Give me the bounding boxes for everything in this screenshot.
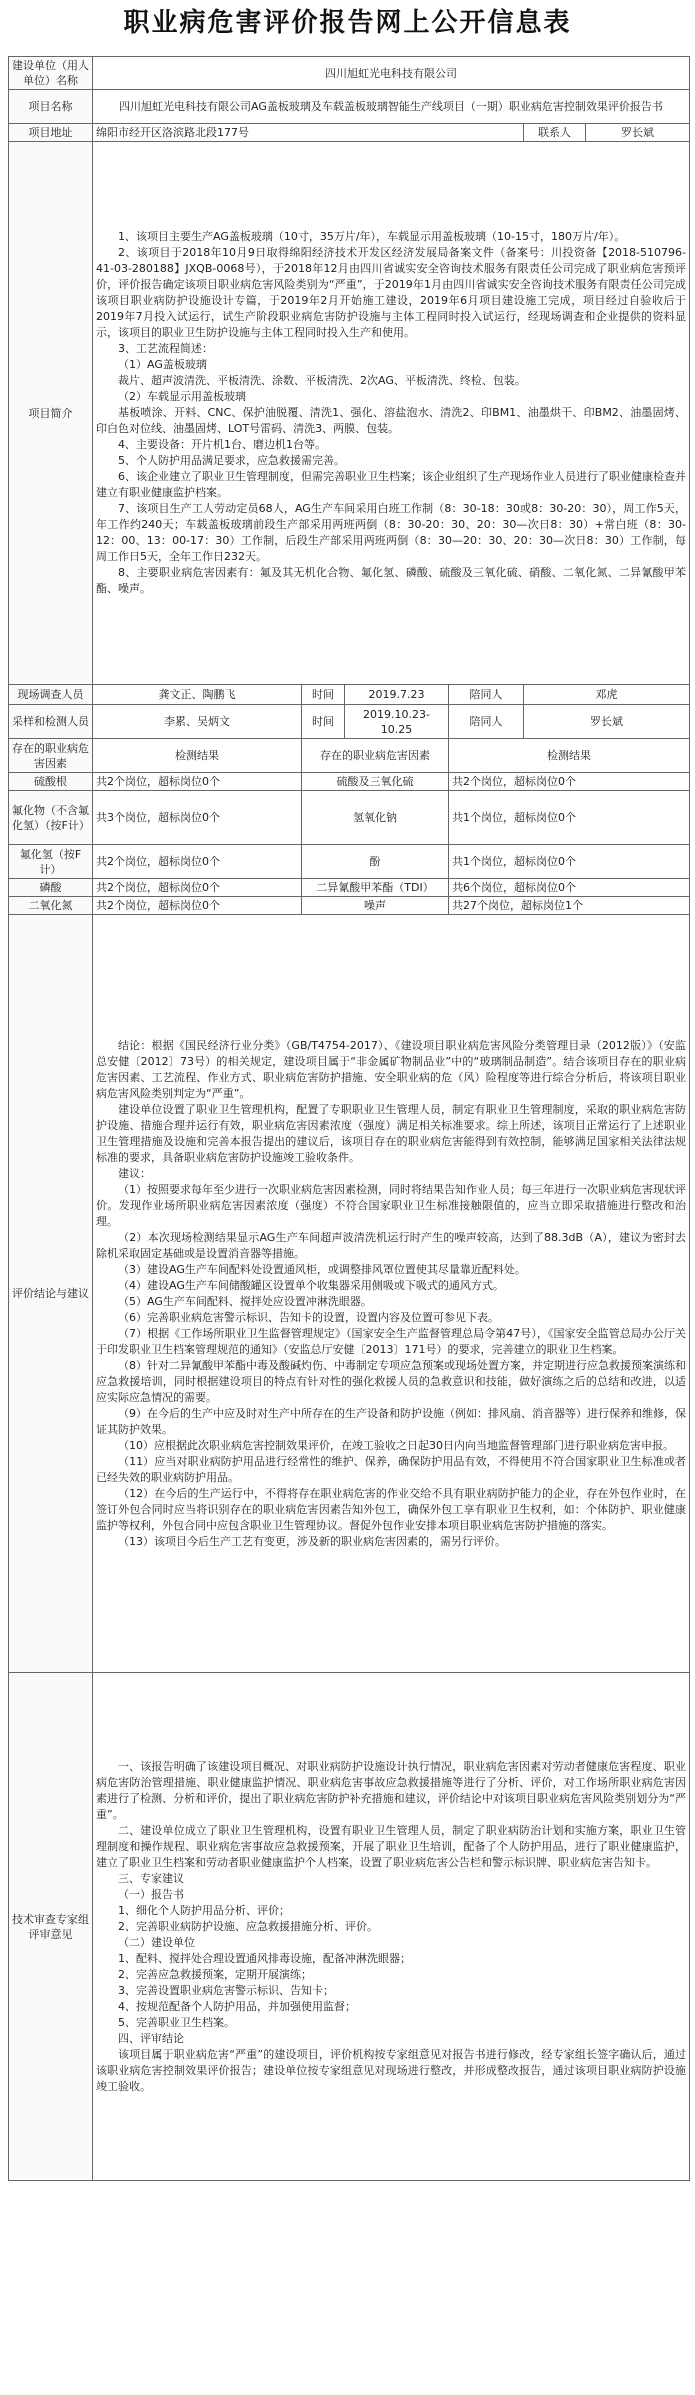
org-name: 四川旭虹光电科技有限公司 [93, 57, 690, 90]
intro-content [93, 142, 690, 685]
survey-date: 2019.7.23 [345, 685, 449, 705]
review-p1: 一、该报告明确了该建设项目概况、对职业病防护设施设计执行情况，职业病危害因素对劳动者健康危害程度、职业病危害防治管理措施、职业健康监护情况、职业病危害事故应急救援措施等进行了分析、评价，对工作场所职业病危害因素进行了检测、分析和评价，提出了职业病危害防护补充措施和建议，评价结论中对该项目职业病危害风险类别划分为“严重”。 [96, 1759, 686, 1821]
intro-p5: 裁片、超声波清洗、平板清洗、涂数、平板清洗、2次AG、平板清洗、终检、包装。 [118, 374, 526, 387]
review-p2: 二、建设单位成立了职业卫生管理机构，设置有职业卫生管理人员，制定了职业病防治计划和实施方案，职业卫生管理制度和操作规程、职业病危害事故应急救援预案，开展了职业卫生培训，配备了个人防护用品，进行了职业健康监护，建立了职业卫生档案和劳动者职业健康监护个人档案，设置了职业病危害公告栏和警示标识牌、职业病危害告知卡。 [96, 1823, 686, 1869]
intro-p12: 8、主要职业病危害因素有：氟及其无机化合物、氟化氢、磷酸、硫酸及三氧化硫、硝酸、二氧化氮、二异氰酸甲苯酯、噪声。 [96, 566, 686, 595]
hazard-result: 共2个岗位，超标岗位0个 [93, 773, 302, 791]
review-p12: 5、完善职业卫生档案。 [118, 2015, 235, 2029]
review-label: 技术审查专家组评审意见 [9, 1673, 93, 2181]
review-content [93, 1673, 690, 2181]
review-p3: 三、专家建议 [118, 1871, 184, 1885]
suggestion-7: （7）根据《工作场所职业卫生监督管理规定》（国家安全生产监督管理总局令第47号），《国家安全监管总局办公厅关于印发职业卫生档案管理规范的通知》（安监总厅安健〔2013〕171号）的要求，完善建立的职业卫生档案。 [96, 1326, 686, 1356]
intro-label: 项目简介 [9, 142, 93, 685]
suggestion-10: （10）应根据此次职业病危害控制效果评价，在竣工验收之日起30日内向当地监督管理部门进行职业病危害申报。 [118, 1438, 674, 1452]
hazard-row [9, 879, 690, 897]
suggestion-12: （12）在今后的生产运行中，不得将存在职业病危害的作业交给不具有职业病防护能力的企业，存在外包作业时，在签订外包合同时应当将识别存在的职业病危害因素告知外包工，确保外包工享有职业卫生权利，如：个体防护、职业健康监护等权利，外包合同中应包含职业卫生管理协议。督促外包作业安排本项目职业病危害防护措施的落实。 [96, 1486, 686, 1532]
row-sampling [9, 705, 690, 739]
review-p5: 1、细化个人防护用品分析、评价； [118, 1903, 290, 1917]
hazard-result: 共27个岗位，超标岗位1个 [449, 897, 690, 915]
hazard-result: 共3个岗位，超标岗位0个 [93, 791, 302, 845]
page-title: 职业病危害评价报告网上公开信息表 [123, 8, 572, 38]
intro-p4: （1）AG盖板玻璃 [118, 358, 207, 371]
hazard-result: 共1个岗位，超标岗位0个 [449, 791, 690, 845]
sampling-companion-label: 陪同人 [449, 705, 524, 739]
hazard-result: 共1个岗位，超标岗位0个 [449, 845, 690, 879]
hazard-row [9, 845, 690, 879]
info-table [8, 56, 690, 2181]
suggestion-3: （3）建设AG生产车间配料处设置通风柜，或调整排风罩位置使其尽量靠近配料处。 [118, 1262, 526, 1276]
hazard-result: 共6个岗位，超标岗位0个 [449, 879, 690, 897]
hazard-col-right: 存在的职业病危害因素 [302, 739, 449, 773]
conclusion-p3: 建议： [118, 1166, 151, 1180]
contact-label: 联系人 [524, 124, 586, 142]
hazard-name: 二氧化氮 [9, 897, 93, 915]
hazard-result: 共2个岗位，超标岗位0个 [93, 879, 302, 897]
review-p11: 4、按规范配备个人防护用品，并加强使用监督； [118, 1999, 356, 2013]
sampling-companion: 罗长斌 [524, 705, 690, 739]
suggestion-11: （11）应当对职业病防护用品进行经常性的维护、保养，确保防护用品有效，不得使用不符合国家职业卫生标准或者已经失效的职业病防护用品。 [96, 1454, 686, 1484]
hazard-name: 二异氰酸甲苯酯（TDI） [302, 879, 449, 897]
suggestion-13: （13）该项目今后生产工艺有变更，涉及新的职业病危害因素的，需另行评价。 [118, 1534, 506, 1548]
survey-companion: 邓虎 [524, 685, 690, 705]
row-address [9, 124, 690, 142]
row-review [9, 1673, 690, 2181]
suggestion-2: （2）本次现场检测结果显示AG生产车间超声波清洗机运行时产生的噪声较高，达到了88.3dB（A），建议为密封去除机采取固定基础或是设置消音器等措施。 [96, 1230, 686, 1260]
intro-p1: 1、该项目主要生产AG盖板玻璃（10寸，35万片/年），车载显示用盖板玻璃（10-15寸，180万片/年）。 [118, 230, 626, 243]
sampling-people: 李累、吴炳文 [93, 705, 302, 739]
intro-p2: 2、该项目于2018年10月9日取得绵阳经济技术开发区经济发展局备案文件（备案号：川投资备【2018-510796-41-03-280188】JXQB-0068号），于2018年12月由四川省诚实安全咨询技术服务有限责任公司完成了职业病危害预评价，评价报告确定该项目职业病危害风险类别为“严重”，于2019年1月由四川省诚实安全咨询技术服务有限责任公司完成该项目职业病防护设施设计专篇，于2019年2月开始施工建设，2019年6月项目建设施工完成，项目经过自验收后于2019年7月投入试运行，试生产阶段职业病危害防护设施与主体工程同时投入试运行，经现场调查和企业提供的资料显示，该项目的职业卫生防护设施与主体工程同时投入生产和使用。 [96, 246, 686, 339]
intro-p9: 5、个人防护用品满足要求，应急救援需完善。 [118, 454, 345, 467]
review-p9: 2、完善应急救援预案，定期开展演练； [118, 1967, 312, 1981]
project-name: 四川旭虹光电科技有限公司AG盖板玻璃及车载盖板玻璃智能生产线项目（一期）职业病危害控制效果评价报告书 [93, 90, 690, 124]
row-hazard-header [9, 739, 690, 773]
survey-people: 龚文正、陶鹏飞 [93, 685, 302, 705]
intro-p3: 3、工艺流程简述： [118, 342, 213, 355]
row-project [9, 90, 690, 124]
hazard-row [9, 791, 690, 845]
hazard-result: 共2个岗位，超标岗位0个 [93, 845, 302, 879]
sampling-date: 2019.10.23-10.25 [345, 705, 449, 739]
hazard-name: 氢氧化钠 [302, 791, 449, 845]
survey-label: 现场调查人员 [9, 685, 93, 705]
hazard-result: 共2个岗位，超标岗位0个 [93, 897, 302, 915]
conclusion-p1: 结论：根据《国民经济行业分类》（GB/T4754-2017）、《建设项目职业病危害风险分类管理目录（2012版）》（安监总安健〔2012〕73号）的相关规定，建设项目属于“非金属矿物制品业”中的“玻璃制品制造”。结合该项目存在的职业病危害因素、工艺流程、作业方式、职业病危害防护措施、安全职业病的危（风）险程度等进行综合分析后，将该项目职业病危害风险类别判定为“严重”。 [96, 1038, 686, 1100]
suggestion-9: （9）在今后的生产中应及时对生产中所存在的生产设备和防护设施（例如：排风扇、消音器等）进行保养和维修，保证其防护效果。 [96, 1406, 686, 1436]
intro-p7: 基板喷涂、开料、CNC、保护油脱覆、清洗1、强化、溶盐泡水、清洗2、印BM1、油墨烘干、印BM2、油墨固烤、印白色对位线、油墨固烤、LOT号雷码、清洗3、两膜、包装。 [96, 406, 686, 435]
hazard-col-left: 存在的职业病危害因素 [9, 739, 93, 773]
review-p8: 1、配料、搅拌处合理设置通风排毒设施，配备冲淋洗眼器； [118, 1951, 411, 1965]
address-label: 项目地址 [9, 124, 93, 142]
hazard-result: 共2个岗位，超标岗位0个 [449, 773, 690, 791]
suggestion-6: （6）完善职业病危害警示标识、告知卡的设置，设置内容及位置可参见下表。 [118, 1310, 499, 1324]
suggestion-4: （4）建设AG生产车间储酸罐区设置单个收集器采用侧吸或下吸式的通风方式。 [118, 1278, 504, 1292]
hazard-name: 硫酸根 [9, 773, 93, 791]
review-p7: （二）建设单位 [118, 1935, 195, 1949]
row-survey [9, 685, 690, 705]
hazard-name: 酚 [302, 845, 449, 879]
review-p6: 2、完善职业病防护设施、应急救援措施分析、评价。 [118, 1919, 378, 1933]
row-conclusion [9, 915, 690, 1673]
org-label: 建设单位（用人单位）名称 [9, 57, 93, 90]
suggestion-5: （5）AG生产车间配料、搅拌处应设置冲淋洗眼器。 [118, 1294, 372, 1308]
suggestion-8: （8）针对二异氰酸甲苯酯中毒及酸碱灼伤、中毒制定专项应急预案或现场处置方案，并定期进行应急救援预案演练和应急救援培训，同时根据建设项目的特点有针对性的强化救援人员的急救意识和技能，做好演练之后的总结和改进，以适应实际应急情况的需要。 [96, 1358, 686, 1404]
survey-companion-label: 陪同人 [449, 685, 524, 705]
suggestion-1: （1）按照要求每年至少进行一次职业病危害因素检测，同时将结果告知作业人员；每三年进行一次职业病危害现状评价。发现作业场所职业病危害因素浓度（强度）不符合国家职业卫生标准接触限值的，应当立即采取措施进行整改和治理。 [96, 1182, 686, 1228]
review-p14: 该项目属于职业病危害“严重”的建设项目，评价机构按专家组意见对报告书进行修改，经专家组长签字确认后，通过该职业病危害控制效果评价报告；建设单位按专家组意见对现场进行整改，并形成整改报告，通过该项目职业病防护设施竣工验收。 [96, 2047, 686, 2093]
contact-name: 罗长斌 [586, 124, 690, 142]
result-col-right: 检测结果 [449, 739, 690, 773]
hazard-row [9, 897, 690, 915]
conclusion-label: 评价结论与建议 [9, 915, 93, 1673]
review-p4: （一）报告书 [118, 1887, 184, 1901]
intro-p6: （2）车载显示用盖板玻璃 [118, 390, 246, 403]
hazard-name: 磷酸 [9, 879, 93, 897]
review-p10: 3、完善设置职业病危害警示标识、告知卡； [118, 1983, 334, 1997]
row-org [9, 57, 690, 90]
review-p13: 四、评审结论 [118, 2031, 184, 2045]
hazard-row [9, 773, 690, 791]
sampling-label: 采样和检测人员 [9, 705, 93, 739]
intro-p8: 4、主要设备：开片机1台、磨边机1台等。 [118, 438, 326, 451]
address-value: 绵阳市经开区洛滨路北段177号 [93, 124, 524, 142]
survey-date-label: 时间 [302, 685, 345, 705]
row-intro [9, 142, 690, 685]
hazard-name: 氟化物（不含氟化氢）（按F计） [9, 791, 93, 845]
conclusion-p2: 建设单位设置了职业卫生管理机构，配置了专职职业卫生管理人员，制定有职业卫生管理制度，采取的职业病危害防护设施、措施合理并运行有效，职业病危害因素浓度（强度）满足相关标准要求。综上所述，该项目正常运行了上述职业卫生管理措施及设施和完善本报告提出的建议后，该项目存在的职业病危害能得到有效控制，能够满足国家相关法律法规标准的要求，具备职业病危害防护设施竣工验收条件。 [96, 1102, 686, 1164]
intro-p10: 6、该企业建立了职业卫生管理制度，但需完善职业卫生档案；该企业组织了生产现场作业人员进行了职业健康检查并建立有职业健康监护档案。 [96, 470, 686, 499]
sampling-date-label: 时间 [302, 705, 345, 739]
result-col-left: 检测结果 [93, 739, 302, 773]
hazard-name: 硫酸及三氧化硫 [302, 773, 449, 791]
conclusion-content [93, 915, 690, 1673]
project-label: 项目名称 [9, 90, 93, 124]
hazard-name: 噪声 [302, 897, 449, 915]
intro-p11: 7、该项目生产工人劳动定员68人，AG生产车间采用白班工作制（8：30-18：30或8：30-20：30），周工作5天，年工作约240天；车载盖板玻璃前段生产部采用两班两倒（8：30-20：30、20：30—次日8：30）+常白班（8：30-12：00、13：00-17：30）工作制，后段生产部采用两班两倒（8：30—20：30、20：30—次日8：30）工作制，每周工作日5天，全年工作日232天。 [96, 502, 686, 563]
hazard-name: 氟化氢（按F计） [9, 845, 93, 879]
